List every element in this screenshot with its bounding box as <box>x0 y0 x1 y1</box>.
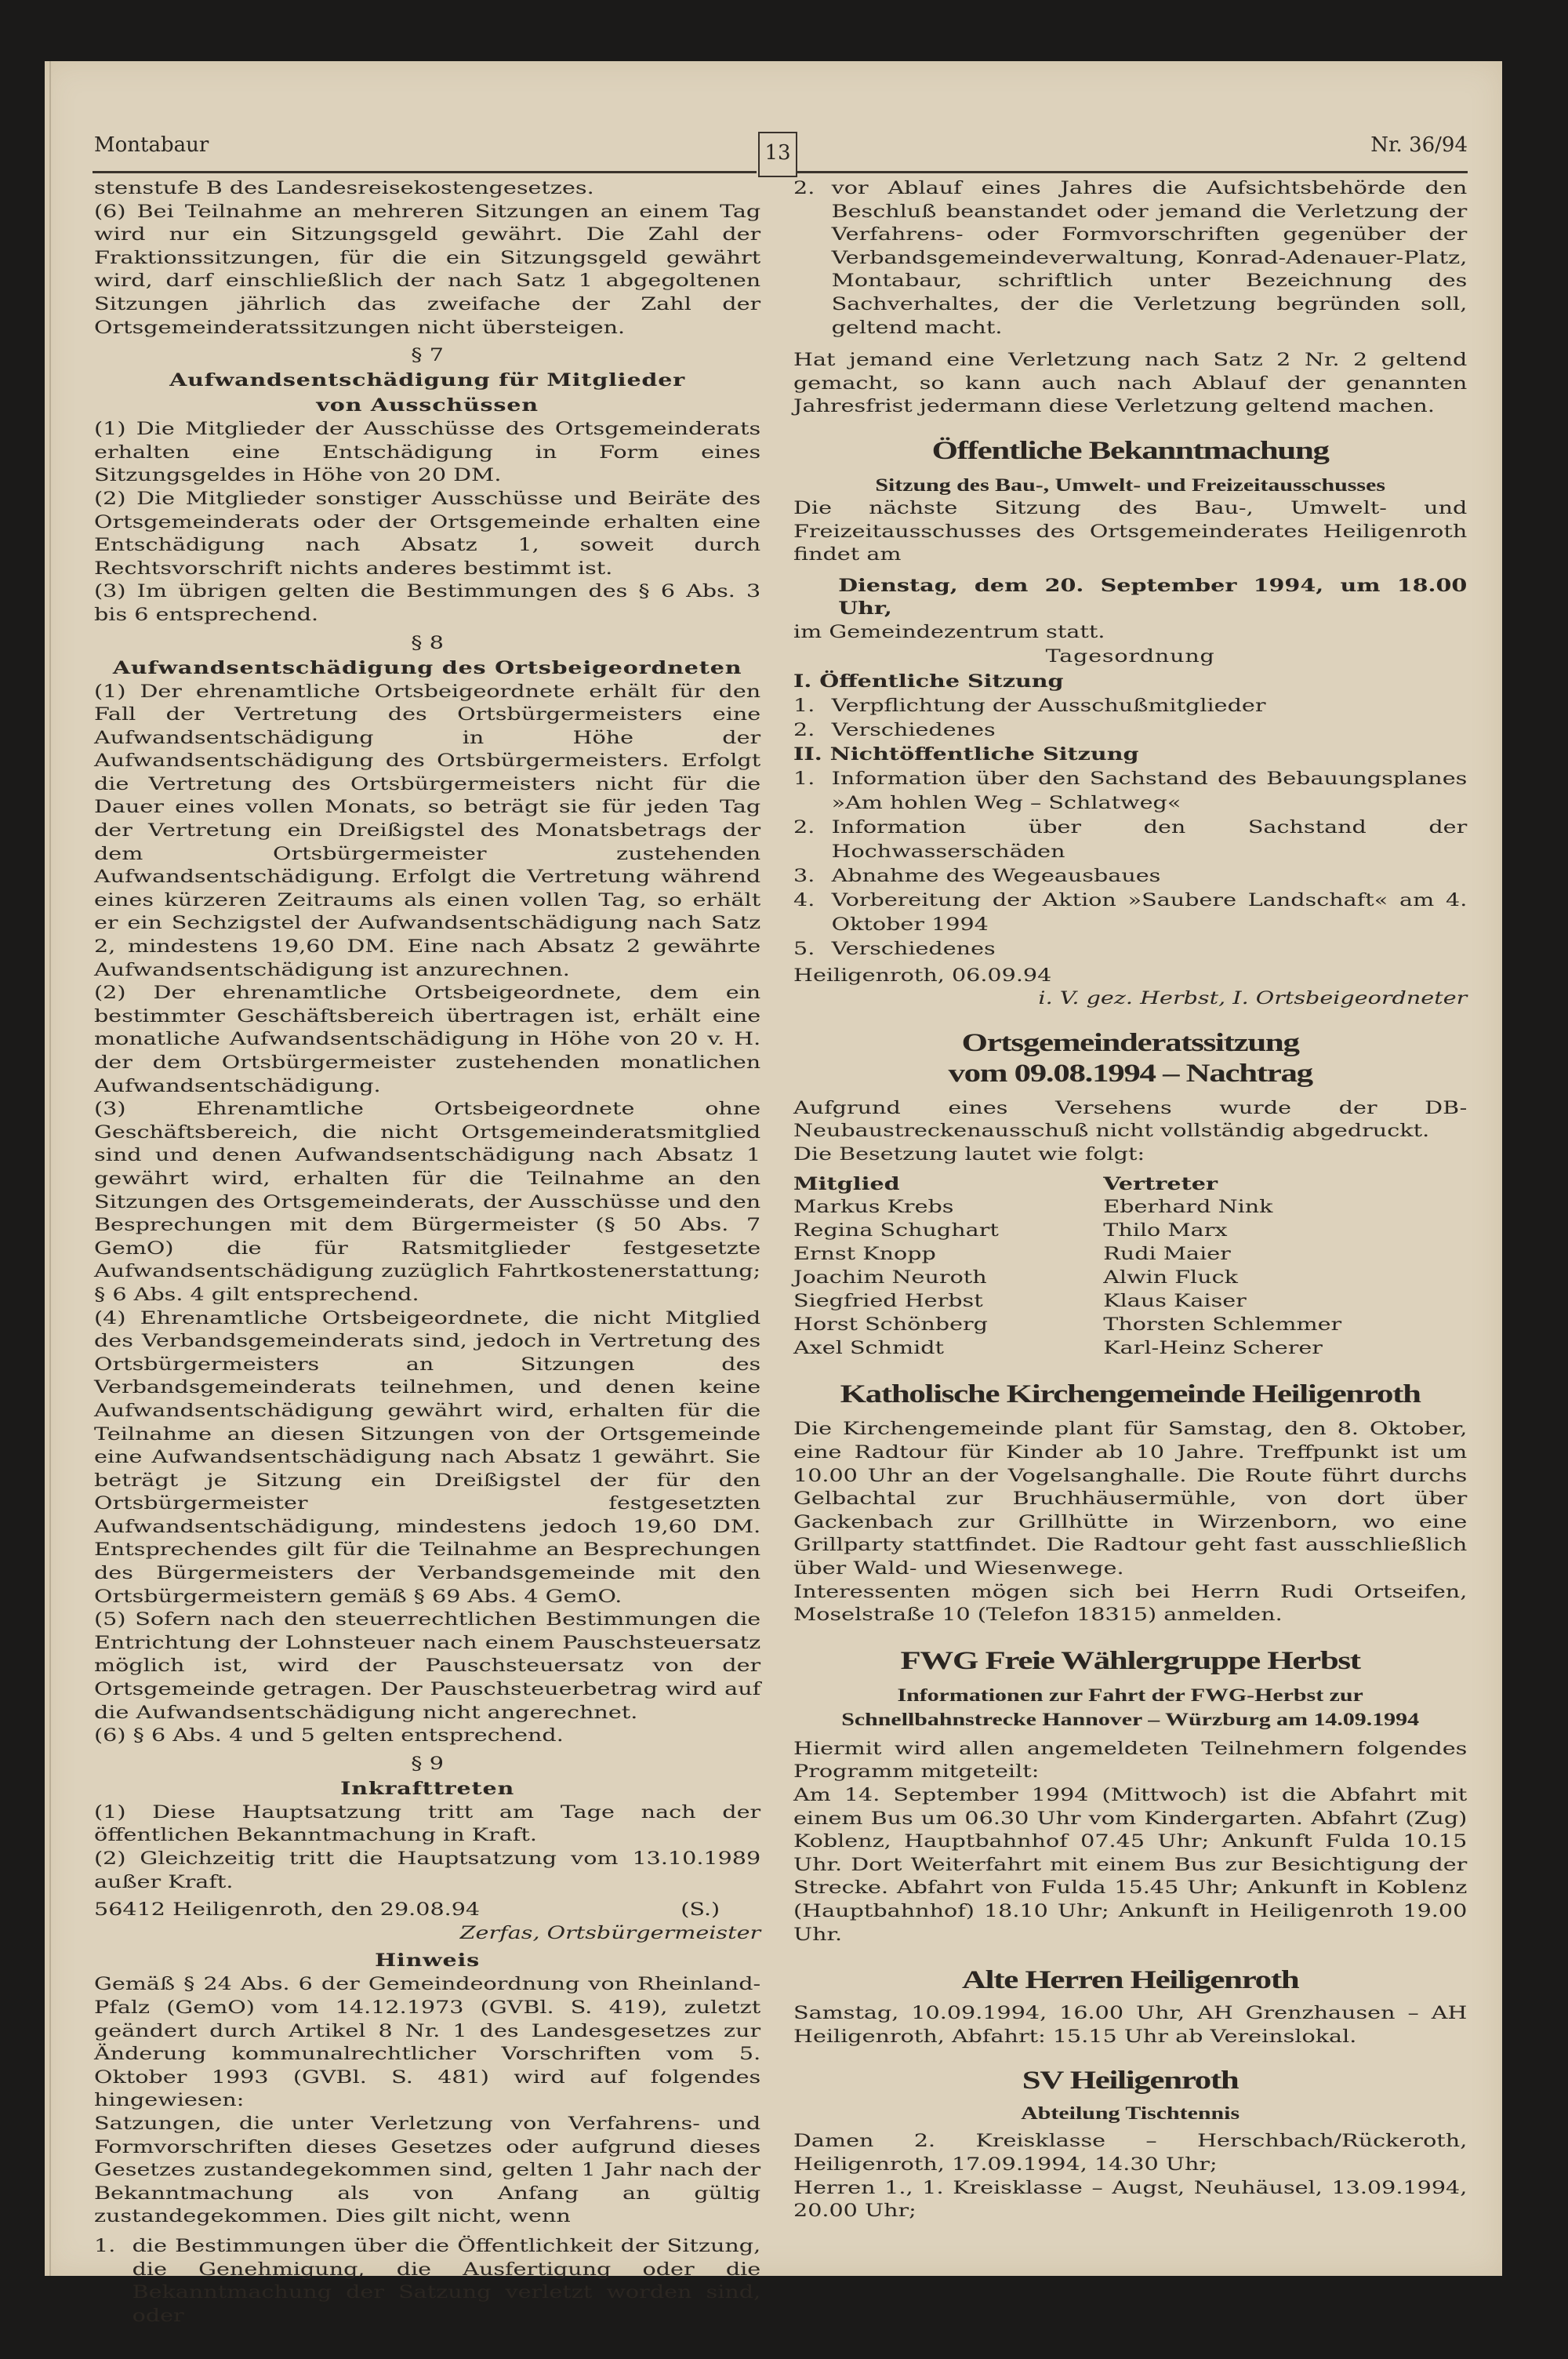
sv-text <box>793 2130 1467 2223</box>
deputy-cell: Thilo Marx <box>1103 1221 1228 1241</box>
article-subtitle: Schnellbahnstrecke Hannover – Würzburg am 14.09.1994 <box>841 1709 1420 1729</box>
header-issue: Nr. 36/94 <box>1370 133 1468 157</box>
item-number: 3. <box>793 866 815 886</box>
place-date: Heiligenroth, 06.09.94 <box>793 965 1052 986</box>
item-text: Information über den Sachstand der Hochwasserschäden <box>831 817 1468 862</box>
paragraph: (3) Im übrigen gelten die Bestimmungen des § 6 Abs. 3 bis 6 entsprechend. <box>94 582 761 625</box>
agenda-section-heading: II. Nichtöffentliche Sitzung <box>793 743 1139 765</box>
section-number: § 8 <box>411 633 444 653</box>
article-subtitle: Informationen zur Fahrt der FWG-Herbst zur <box>897 1685 1363 1705</box>
paragraph: Aufgrund eines Versehens wurde der DB-Neubaustreckenausschuß nicht vollständig abgedruckt. <box>793 1098 1468 1142</box>
agenda-item <box>793 718 1467 743</box>
paragraph: Gemäß § 24 Abs. 6 der Gemeindeordnung von Rheinland-Pfalz (GemO) vom 14.12.1973 (GVBl. S. 419), zuletzt geändert durch Artikel 8 Nr. 1 des Landesgesetzes zur Änderung kommunalrechtlicher Vorschriften vom 5. Oktober 1993 (GVBl. S. 481) wird auf folgendes hingewiesen: <box>94 1975 761 2111</box>
page-number: 13 <box>758 132 797 177</box>
meeting-date: Dienstag, dem 20. September 1994, um 18.00 Uhr, <box>838 575 1468 620</box>
meeting-location: im Gemeindezentrum statt. <box>793 622 1105 642</box>
paragraph: (1) Diese Hauptsatzung tritt am Tage nach der öffentlichen Bekanntmachung in Kraft. <box>94 1802 761 1846</box>
agenda-item <box>793 937 1467 961</box>
fwg-text <box>793 1738 1467 1946</box>
item-number: 2. <box>793 720 815 740</box>
item-text: Information über den Sachstand des Bebauungsplanes »Am hohlen Weg – Schlatweg« <box>831 769 1468 813</box>
paragraph: Herren 1., 1. Kreisklasse – Augst, Neuhäusel, 13.09.1994, 20.00 Uhr; <box>793 2178 1468 2222</box>
article-title: Katholische Kirchengemeinde Heiligenroth <box>840 1380 1421 1409</box>
signature: Zerfas, Ortsbürgermeister <box>459 1923 761 1943</box>
member-cell: Joachim Neuroth <box>793 1268 987 1289</box>
list-item <box>793 177 1467 340</box>
kirche-text <box>793 1418 1467 1627</box>
item-number: 1. <box>793 696 815 716</box>
article-subtitle: Sitzung des Bau-, Umwelt- und Freizeitausschusses <box>875 474 1385 495</box>
item-number: 5. <box>793 939 815 959</box>
agenda-item <box>793 816 1467 864</box>
paragraph: Die Besetzung lautet wie folgt: <box>793 1144 1145 1165</box>
agenda-item <box>793 889 1467 937</box>
list-number: 2. <box>793 179 815 198</box>
paragraph: (6) § 6 Abs. 4 und 5 gelten entsprechend. <box>94 1726 564 1747</box>
nachtrag-text <box>793 1097 1467 1167</box>
paragraph: (1) Der ehrenamtliche Ortsbeigeordnete erhält für den Fall der Vertretung des Ortsbürgermeisters eine Aufwandsentschädigung in Höhe der Aufwandsentschädigung des Ortsbürgermeisters. Erfolgt die Vertretung des Ortsbürgermeisters nicht für die Dauer eines vollen Monats, so beträgt sie für jeden Tag der Vertretung ein Dreißigstel des Monatsbetrags der dem Ortsbürgermeister zustehenden Aufwandsentschädigung. Erfolgt die Vertretung während eines kürzeren Zeitraums als einen vollen Tag, so erhält er ein Sechzigstel der Aufwandsentschädigung nach Satz 2, mindestens 19,60 DM. Eine nach Absatz 2 gewährte Aufwandsentschädigung ist anzurechnen. <box>94 682 761 980</box>
deputy-cell: Klaus Kaiser <box>1103 1292 1247 1312</box>
deputy-cell: Eberhard Nink <box>1103 1198 1273 1218</box>
section-number: § 7 <box>411 346 444 366</box>
paragraph: (3) Ehrenamtliche Ortsbeigeordnete ohne Geschäftsbereich, die nicht Ortsgemeinderatsmitglied sind und denen Aufwandsentschädigung nach Absatz 1 gewährt wird, erhalten für die Teilnahme an den Sitzungen des Ortsgemeinderats, der Ausschüsse und den Besprechungen mit dem Bürgermeister (§ 50 Abs. 7 GemO) die für Ratsmitglieder festgesetzte Aufwandsentschädigung zuzüglich Fahrtkostenerstattung; § 6 Abs. 4 gilt entsprechend. <box>94 1100 761 1305</box>
member-cell: Axel Schmidt <box>793 1339 945 1359</box>
member-cell: Markus Krebs <box>793 1198 954 1218</box>
section-9 <box>94 1753 760 1894</box>
left-column <box>94 177 760 2328</box>
hinweis-heading: Hinweis <box>375 1950 481 1972</box>
item-text: Verpflichtung der Ausschußmitglieder <box>831 696 1266 716</box>
paragraph: Am 14. September 1994 (Mittwoch) ist die Abfahrt mit einem Bus um 06.30 Uhr vom Kindergarten. Abfahrt (Zug) Koblenz, Hauptbahnhof 07.45 Uhr; Ankunft Fulda 10.15 Uhr. Dort Weiterfahrt mit einem Bus zur Besichtigung der Strecke. Abfahrt von Fulda 15.45 Uhr; Ankunft in Koblenz (Hauptbahnhof) 18.10 Uhr; Ankunft in Heiligenroth 19.00 Uhr. <box>793 1786 1468 1945</box>
article-title: vom 09.08.1994 – Nachtrag <box>948 1059 1312 1088</box>
article-subtitle: Abteilung Tischtennis <box>1021 2103 1240 2124</box>
paragraph: (2) Gleichzeitig tritt die Hauptsatzung vom 13.10.1989 außer Kraft. <box>94 1849 761 1892</box>
deputy-cell: Rudi Maier <box>1103 1245 1231 1265</box>
article-title: Alte Herren Heiligenroth <box>961 1966 1299 1995</box>
list-number: 1. <box>94 2236 116 2256</box>
paragraph: (4) Ehrenamtliche Ortsbeigeordnete, die nicht Mitglied des Verbandsgemeinderats sind, jedoch in Vertretung des Ortsbürgermeisters an Sitzungen des Verbandsgemeinderats teilnehmen, und denen keine Aufwandsentschädigung gewährt wird, erhalten für die Teilnahme an diesen Sitzungen von der Ortsgemeinde eine Aufwandsentschädigung nach Absatz 1 gewährt. Sie beträgt je Sitzung ein Dreißigstel der für den Ortsbürgermeister festgesetzten Aufwandsentschädigung, mindestens jedoch 19,60 DM. Entsprechendes gilt für die Teilnahme an Besprechungen des Bürgermeisters der Verbandsgemeinde mit den Ortsbürgermeistern gemäß § 69 Abs. 4 GemO. <box>94 1308 761 1607</box>
paragraph: (5) Sofern nach den steuerrechtlichen Bestimmungen die Entrichtung der Lohnsteuer nach einem Pauschsteuersatz möglich ist, wird der Pauschsteuersatz von der Ortsgemeinde getragen. Der Pauschsteuerbetrag wird auf die Aufwandsentschädigung nicht angerechnet. <box>94 1610 761 1723</box>
intro-block <box>94 177 760 340</box>
section-8 <box>94 632 760 1748</box>
item-text: Vorbereitung der Aktion »Saubere Landschaft« am 4. Oktober 1994 <box>831 890 1468 935</box>
column-header: Vertreter <box>1103 1174 1218 1195</box>
member-cell: Horst Schönberg <box>793 1315 988 1336</box>
member-cell: Ernst Knopp <box>793 1245 936 1265</box>
item-text: Verschiedenes <box>831 720 996 740</box>
agenda-section-heading: I. Öffentliche Sitzung <box>793 671 1064 692</box>
article-title: Ortsgemeinderatssitzung <box>961 1028 1299 1057</box>
paragraph: stenstufe B des Landesreisekostengesetzes. <box>94 179 594 198</box>
member-cell: Regina Schughart <box>793 1221 999 1241</box>
paragraph: Hat jemand eine Verletzung nach Satz 2 Nr. 2 geltend gemacht, so kann auch nach Ablauf der genannten Jahresfrist jedermann diese Verletzung geltend machen. <box>793 351 1468 417</box>
list-item <box>94 2235 760 2328</box>
column-header: Mitglied <box>793 1174 900 1195</box>
item-text: Verschiedenes <box>831 939 996 959</box>
section-heading: Inkrafttreten <box>340 1778 515 1799</box>
right-column <box>793 177 1467 2223</box>
page-edge-line <box>49 61 51 2276</box>
hinweis-list <box>94 2235 760 2328</box>
member-cell: Siegfried Herbst <box>793 1292 983 1312</box>
agenda-title: Tagesordnung <box>1045 646 1215 667</box>
paragraph: (6) Bei Teilnahme an mehreren Sitzungen an einem Tag wird nur ein Sitzungsgeld gewährt. Die Zahl der Fraktionssitzungen, für die ein Sitzungsgeld gewährt wird, darf einschließlich der nach Satz 1 abgegoltenen Sitzungen jährlich das zweifache der Zahl der Ortsgemeinderatssitzungen nicht übersteigen. <box>94 202 761 338</box>
seal-mark: (S.) <box>681 1900 720 1921</box>
item-text: Abnahme des Wegeausbaues <box>831 866 1161 886</box>
article-title: Öffentliche Bekanntmachung <box>931 436 1329 465</box>
paragraph: (2) Die Mitglieder sonstiger Ausschüsse und Beiräte des Ortsgemeinderats oder der Ortsgemeinde erhalten eine Entschädigung nach Absatz 1, soweit durch Rechtsvorschrift nichts anderes bestimmt ist. <box>94 489 761 579</box>
agenda <box>793 645 1467 961</box>
members-table <box>793 1172 1467 1361</box>
signature: i. V. gez. Herbst, I. Ortsbeigeordneter <box>1038 989 1468 1009</box>
article-title: SV Heiligenroth <box>1022 2066 1239 2095</box>
item-number: 4. <box>793 890 815 911</box>
deputy-cell: Karl-Heinz Scherer <box>1103 1339 1323 1359</box>
place-date-line <box>94 1899 760 1922</box>
section-heading: Aufwandsentschädigung für Mitglieder <box>169 370 686 391</box>
paragraph: Satzungen, die unter Verletzung von Verfahrens- und Formvorschriften dieses Gesetzes oder aufgrund dieses Gesetzes zustandegekommen sind, gelten 1 Jahr nach der Bekanntmachung als von Anfang an gültig zustandegekommen. Dies gilt nicht, wenn <box>94 2114 761 2227</box>
header-rule-left <box>93 171 757 173</box>
paragraph: Die nächste Sitzung des Bau-, Umwelt- und Freizeitausschusses des Ortsgemeinderates Heiligenroth findet am <box>793 498 1468 565</box>
hinweis-list-continued <box>793 177 1467 340</box>
section-heading: Aufwandsentschädigung des Ortsbeigeordneten <box>112 657 742 678</box>
header-rule-right <box>797 171 1468 173</box>
paragraph: Hiermit wird allen angemeldeten Teilnehmern folgendes Programm mitgeteilt: <box>793 1739 1468 1783</box>
deputy-cell: Alwin Fluck <box>1103 1268 1238 1289</box>
list-text: vor Ablauf eines Jahres die Aufsichtsbehörde den Beschluß beanstandet oder jemand die Verletzung der Verfahrens- oder Formvorschriften gegenüber der Verbandsgemeindeverwaltung, Konrad-Adenauer-Platz, Montabaur, schriftlich unter Bezeichnung des Sachverhaltes, der die Verletzung begründen soll, geltend macht. <box>831 179 1468 338</box>
hinweis-block <box>94 1948 760 2229</box>
paragraph: Damen 2. Kreisklasse – Herschbach/Rückeroth, Heiligenroth, 17.09.1994, 14.30 Uhr; <box>793 2132 1468 2175</box>
agenda-item <box>793 767 1467 816</box>
paragraph: (2) Der ehrenamtliche Ortsbeigeordnete, dem ein bestimmter Geschäftsbereich übertragen ist, erhält eine monatliche Aufwandsentschädigung in Höhe von 20 v. H. der dem Ortsbürgermeister zustehenden monatlichen Aufwandsentschädigung. <box>94 983 761 1096</box>
section-number: § 9 <box>411 1754 444 1774</box>
paragraph: Samstag, 10.09.1994, 16.00 Uhr, AH Grenzhausen – AH Heiligenroth, Abfahrt: 15.15 Uhr ab Vereinslokal. <box>793 2004 1468 2047</box>
deputy-cell: Thorsten Schlemmer <box>1103 1315 1342 1336</box>
list-text: die Bestimmungen über die Öffentlichkeit der Sitzung, die Genehmigung, die Ausfertigung oder die Bekanntmachung der Satzung verletzt worden sind, oder <box>132 2236 761 2326</box>
article-title: FWG Freie Wählergruppe Herbst <box>900 1646 1360 1675</box>
section-heading: von Ausschüssen <box>316 395 539 416</box>
paragraph: Die Kirchengemeinde plant für Samstag, den 8. Oktober, eine Radtour für Kinder ab 10 Jahre. Treffpunkt ist um 10.00 Uhr an der Vogelsanghalle. Die Route führt durchs Gelbachtal zur Bruchhäusermühle, von dort über Gackenbach zur Grillhütte in Wirzenborn, wo eine Grillparty stattfindet. Die Radtour geht fast ausschließlich über Wald- und Wiesenwege. <box>793 1419 1468 1579</box>
header-town: Montabaur <box>94 133 209 157</box>
item-number: 2. <box>793 817 815 838</box>
section-7 <box>94 344 760 627</box>
place-date: 56412 Heiligenroth, den 29.08.94 <box>94 1900 481 1921</box>
item-number: 1. <box>793 769 815 789</box>
agenda-item <box>793 694 1467 718</box>
agenda-item <box>793 864 1467 889</box>
paragraph: Interessenten mögen sich bei Herrn Rudi Ortseifen, Moselstraße 10 (Telefon 18315) anmelden. <box>793 1582 1468 1626</box>
paragraph: (1) Die Mitglieder der Ausschüsse des Ortsgemeinderats erhalten eine Entschädigung in Form eines Sitzungsgeldes in Höhe von 20 DM. <box>94 420 761 486</box>
